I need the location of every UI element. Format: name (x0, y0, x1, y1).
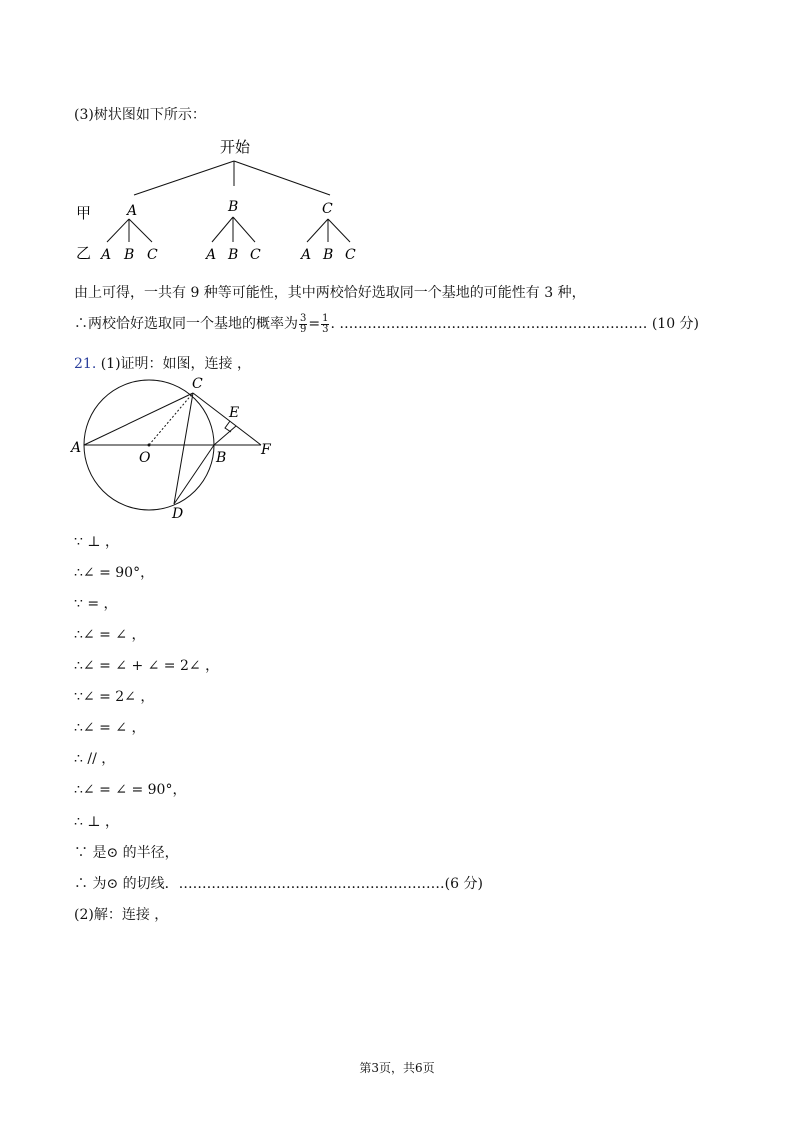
tree-c-b: B (323, 247, 334, 263)
proof-line-11: ∵ 是⊙ 的半径， (74, 845, 179, 861)
tree-a-b: B (124, 247, 135, 263)
result-line2 (74, 313, 699, 335)
label-b: B (216, 450, 227, 466)
proof-line-1: ∵ ⊥ ， (74, 534, 119, 550)
equals-sign: = (308, 316, 321, 332)
label-a: A (71, 440, 82, 456)
proof-line-12: ∴ 为⊙ 的切线．…………………………………………………(6 分) (74, 876, 483, 892)
proof-line-2: ∴∠ = 90°， (74, 565, 155, 581)
tree-a-a: A (101, 247, 112, 263)
result-line1: 由上可得，一共有 9 种等可能性，其中两校恰好选取同一个基地的可能性有 3 种， (74, 285, 586, 301)
fraction-1-3: $\frac{1}{3}$ (322, 312, 329, 335)
result-line2-dots: . ………………………………………………………… (10 分) (330, 316, 700, 332)
tree-root: 开始 (219, 138, 251, 156)
q21-heading (74, 353, 251, 373)
proof-line-7: ∴∠ = ∠ ， (74, 720, 146, 736)
part2-heading: (2)解：连接 ， (74, 907, 169, 923)
proof-line-6: ∵∠ = 2∠ ， (74, 689, 155, 705)
part3-heading: (3)树状图如下所示： (74, 107, 206, 123)
proof-line-8: ∴ // ， (74, 751, 116, 767)
proof-line-10: ∴ ⊥ ， (74, 814, 119, 830)
label-o: O (139, 450, 151, 466)
tree-c-c: C (345, 247, 356, 263)
page-footer: 第3页，共6页 (359, 1061, 435, 1075)
tree-a-c: C (147, 247, 158, 263)
label-d: D (172, 506, 184, 522)
q21-intro: (1)证明：如图，连接 ， (100, 356, 251, 372)
proof-line-3: ∵ = ， (74, 596, 118, 612)
proof-line-9: ∴∠ = ∠ = 90°， (74, 782, 187, 798)
proof-line-5: ∴∠ = ∠ + ∠ = 2∠ ， (74, 658, 220, 674)
label-f: F (261, 442, 271, 458)
tree-l1-c: C (322, 201, 333, 217)
fraction-3-9: $\frac{3}{9}$ (300, 312, 307, 335)
tree-row2-label: 乙 (76, 244, 92, 262)
label-c: C (192, 376, 203, 392)
result-line2-prefix: ∴两校恰好选取同一个基地的概率为 (74, 316, 298, 332)
tree-c-a: A (301, 247, 312, 263)
q21-number: 21. (74, 356, 97, 372)
tree-l1-a: A (127, 203, 138, 219)
proof-line-4: ∴∠ = ∠ ， (74, 627, 146, 643)
tree-diagram (60, 130, 380, 265)
tree-b-a: A (206, 247, 217, 263)
geometry-figure (68, 374, 288, 524)
tree-b-c: C (250, 247, 261, 263)
tree-b-b: B (228, 247, 239, 263)
tree-row1-label: 甲 (76, 204, 92, 222)
tree-l1-b: B (228, 199, 239, 215)
label-e: E (229, 405, 240, 421)
